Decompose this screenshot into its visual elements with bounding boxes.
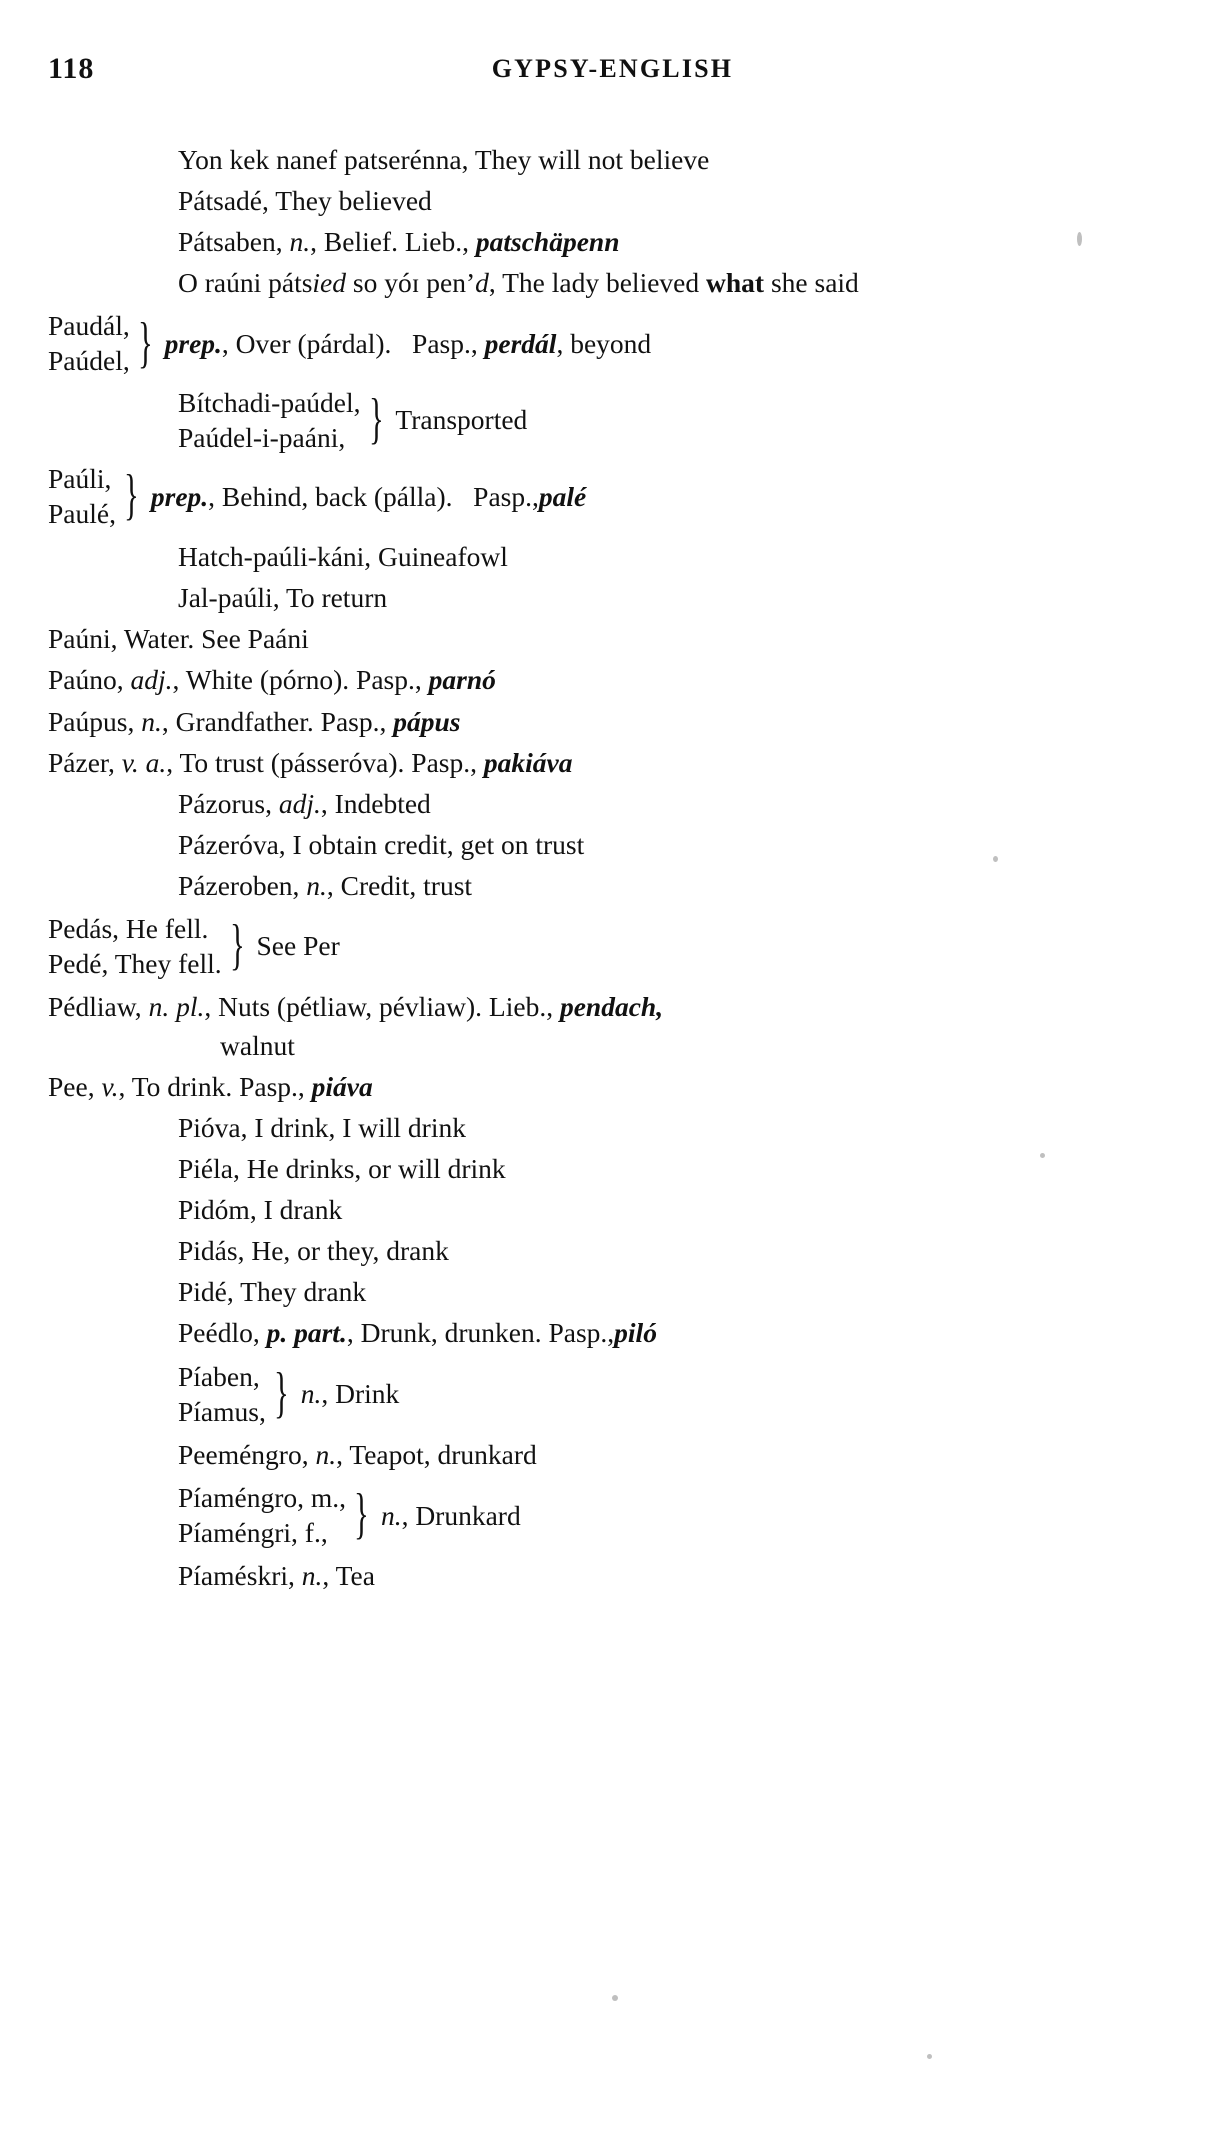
headword-1: Pedás, He fell. <box>48 912 209 944</box>
entry-definition <box>165 326 652 361</box>
pos-abbrev: n. <box>306 869 327 901</box>
entry-text: Pióva, I drink, I will drink <box>178 1112 466 1144</box>
pos-abbrev: n. <box>300 1378 322 1410</box>
dictionary-entries <box>48 140 1168 1597</box>
entry-gloss: , Grandfather. Pasp., <box>161 705 394 737</box>
entry-pidas <box>178 1231 1168 1270</box>
entry-peemengro <box>178 1435 1168 1474</box>
brace-icon: } <box>124 464 139 527</box>
entry-gloss: , White (pórno). Pasp., <box>172 664 429 696</box>
entry-gloss: , Belief. Lieb., <box>310 226 476 258</box>
entry-jal-pauli <box>178 578 1168 617</box>
entry-piova <box>178 1108 1168 1147</box>
pos-abbrev: n. <box>289 226 311 258</box>
entry-piela <box>178 1149 1168 1188</box>
headword-1: Píaben, <box>178 1360 260 1392</box>
entry-gloss: , Behind, back (pálla). Pasp., <box>208 480 539 512</box>
entry-definition: Transported <box>395 404 528 436</box>
headword-pair <box>48 911 222 981</box>
brace-icon: } <box>137 311 153 374</box>
entry-gloss: , Nuts (pétliaw, pévliaw). Lieb., <box>204 991 560 1023</box>
entry-text: so yóɪ pen’ <box>346 267 476 299</box>
citation-form: perdál <box>484 327 557 359</box>
entry-headword: Paúpus, <box>48 705 142 737</box>
headword-1: Bítchadi-paúdel, <box>178 386 361 418</box>
entry-pauli-group <box>48 461 1168 531</box>
entry-text: Yon kek nanef patserénna, They will not believe <box>178 144 710 175</box>
scan-speck <box>1077 232 1082 246</box>
headword-2: Píamus, <box>178 1395 266 1427</box>
entry-yon-kek <box>178 140 1168 179</box>
entry-gloss-cont: she said <box>764 267 859 299</box>
entry-pazerova <box>178 825 1168 864</box>
headword-pair <box>48 461 116 531</box>
citation-form: pendach, <box>559 991 664 1023</box>
entry-bitchadi-group <box>178 385 1168 455</box>
entry-continuation: walnut <box>220 1030 295 1062</box>
pos-abbrev: n. pl. <box>148 991 205 1023</box>
pos-abbrev: adj. <box>130 664 173 696</box>
entry-pedliaw <box>48 987 1168 1065</box>
entry-gloss: , Over (párdal). Pasp., <box>221 327 485 359</box>
brace-icon: } <box>273 1361 289 1424</box>
scan-speck <box>993 856 998 862</box>
brace-icon: } <box>354 1483 369 1546</box>
entry-gloss: , The lady believed <box>488 267 707 299</box>
entry-headword: Píaméskri, <box>178 1560 302 1592</box>
running-head: GYPSY-ENGLISH <box>491 54 734 83</box>
entry-patsaben <box>178 222 1168 261</box>
pos-abbrev: n. <box>315 1438 337 1470</box>
pos-abbrev: n. <box>141 705 162 737</box>
citation-form: palé <box>538 480 587 512</box>
headword-pair <box>48 308 130 378</box>
pos-abbrev: v. <box>101 1071 119 1103</box>
entry-gloss: , Teapot, drunkard <box>336 1438 537 1470</box>
scan-speck <box>927 2054 932 2059</box>
entry-text: Jal-paúli, To return <box>178 582 388 614</box>
entry-paudal-group <box>48 308 1168 378</box>
entry-paupus <box>48 702 1168 741</box>
headword-1: Paudál, <box>48 310 130 342</box>
entry-headword: Paúno, <box>48 664 131 696</box>
entry-gloss: , Drink <box>321 1378 400 1410</box>
citation-form: pakiáva <box>483 746 573 778</box>
entry-definition <box>151 479 586 514</box>
entry-pide <box>178 1272 1168 1311</box>
entry-headword: O raúni páts <box>178 267 313 299</box>
entry-text: Piéla, He drinks, or will drink <box>178 1153 506 1185</box>
pos-abbrev: adj. <box>278 787 321 819</box>
entry-headword: Peédlo, <box>178 1317 267 1349</box>
entry-text: Pidé, They drank <box>178 1276 367 1308</box>
brace-icon: } <box>229 914 245 977</box>
entry-pazer <box>48 743 1168 782</box>
brace-icon: } <box>368 387 384 450</box>
pos-abbrev: n. <box>301 1560 323 1592</box>
entry-text: Pidás, He, or they, drank <box>178 1235 449 1267</box>
entry-gloss-cont: , beyond <box>556 327 652 359</box>
citation-form: parnó <box>428 664 496 696</box>
headword-pair <box>178 1359 266 1429</box>
entry-pazeroben <box>178 866 1168 905</box>
entry-pauni <box>48 619 1168 658</box>
headword-2: Pedé, They fell. <box>48 947 222 979</box>
emphasis-word: what <box>706 267 765 299</box>
headword-1: Píaméngro, m., <box>178 1481 347 1513</box>
scan-speck <box>1040 1153 1045 1158</box>
headword-2: Píaméngri, f., <box>178 1517 328 1549</box>
headword-2: Paulé, <box>48 498 116 530</box>
entry-gloss: , Tea <box>322 1560 375 1592</box>
entry-pee <box>48 1067 1168 1106</box>
entry-text: Pidóm, I drank <box>178 1194 343 1226</box>
folio-number: 118 <box>48 52 95 85</box>
headword-pair <box>178 385 361 455</box>
pos-abbrev: p. part. <box>266 1317 347 1349</box>
entry-headword: Pátsaben, <box>178 226 290 258</box>
citation-form: piló <box>614 1317 657 1349</box>
entry-cross-reference: See Per <box>256 930 340 962</box>
entry-gloss: , Drunk, drunken. Pasp., <box>346 1317 615 1349</box>
entry-text: Hatch-paúli-káni, Guineafowl <box>178 541 508 573</box>
entry-headword: Peeméngro, <box>178 1438 316 1470</box>
headword-2: Paúdel, <box>48 345 130 377</box>
pos-abbrev: prep. <box>150 480 209 512</box>
entry-headword: Pee, <box>48 1071 102 1103</box>
headword-1: Paúli, <box>48 462 112 494</box>
entry-patsade <box>178 181 1168 220</box>
entry-pazorus <box>178 784 1168 823</box>
entry-pidom <box>178 1190 1168 1229</box>
entry-definition <box>381 1498 521 1533</box>
entry-gloss: , Credit, trust <box>326 869 473 901</box>
entry-piamengro-group <box>178 1480 1168 1550</box>
entry-gloss: , Drunkard <box>401 1499 521 1531</box>
entry-headword: Pázorus, <box>178 787 279 819</box>
page-header <box>0 52 1225 92</box>
entry-text: Pázeróva, I obtain credit, get on trust <box>178 828 585 860</box>
scan-speck <box>612 1995 618 2001</box>
pos-abbrev: n. <box>380 1499 402 1531</box>
entry-piaben-group <box>178 1359 1168 1429</box>
entry-definition <box>301 1376 400 1411</box>
entry-headword: Pázeroben, <box>178 869 307 901</box>
entry-peedlo <box>178 1313 1168 1352</box>
entry-gloss: , To drink. Pasp., <box>118 1071 312 1103</box>
inflection-suffix: ied <box>312 267 347 299</box>
entry-gloss: , To trust (pásseróva). Pasp., <box>166 746 484 778</box>
entry-text: Paúni, Water. See Paáni <box>48 623 309 655</box>
citation-form: patschäpenn <box>475 226 620 258</box>
entry-pedas-group <box>48 911 1168 981</box>
headword-2: Paúdel-i-paáni, <box>178 421 346 453</box>
entry-hatch-pauli-kani <box>178 537 1168 576</box>
headword-pair <box>178 1480 346 1550</box>
entry-text: Pátsadé, They believed <box>178 185 432 217</box>
entry-headword: Pédliaw, <box>48 991 149 1023</box>
entry-gloss: , Indebted <box>320 787 431 819</box>
entry-o-rauni <box>178 263 1168 302</box>
pos-abbrev: v. a. <box>121 746 167 778</box>
entry-headword: Pázer, <box>48 746 122 778</box>
pos-abbrev: prep. <box>164 327 222 359</box>
entry-pauno <box>48 660 1168 699</box>
citation-form: piáva <box>311 1071 373 1103</box>
inflection-suffix: d <box>475 267 489 299</box>
citation-form: pápus <box>393 705 461 737</box>
entry-piameskri <box>178 1556 1168 1595</box>
